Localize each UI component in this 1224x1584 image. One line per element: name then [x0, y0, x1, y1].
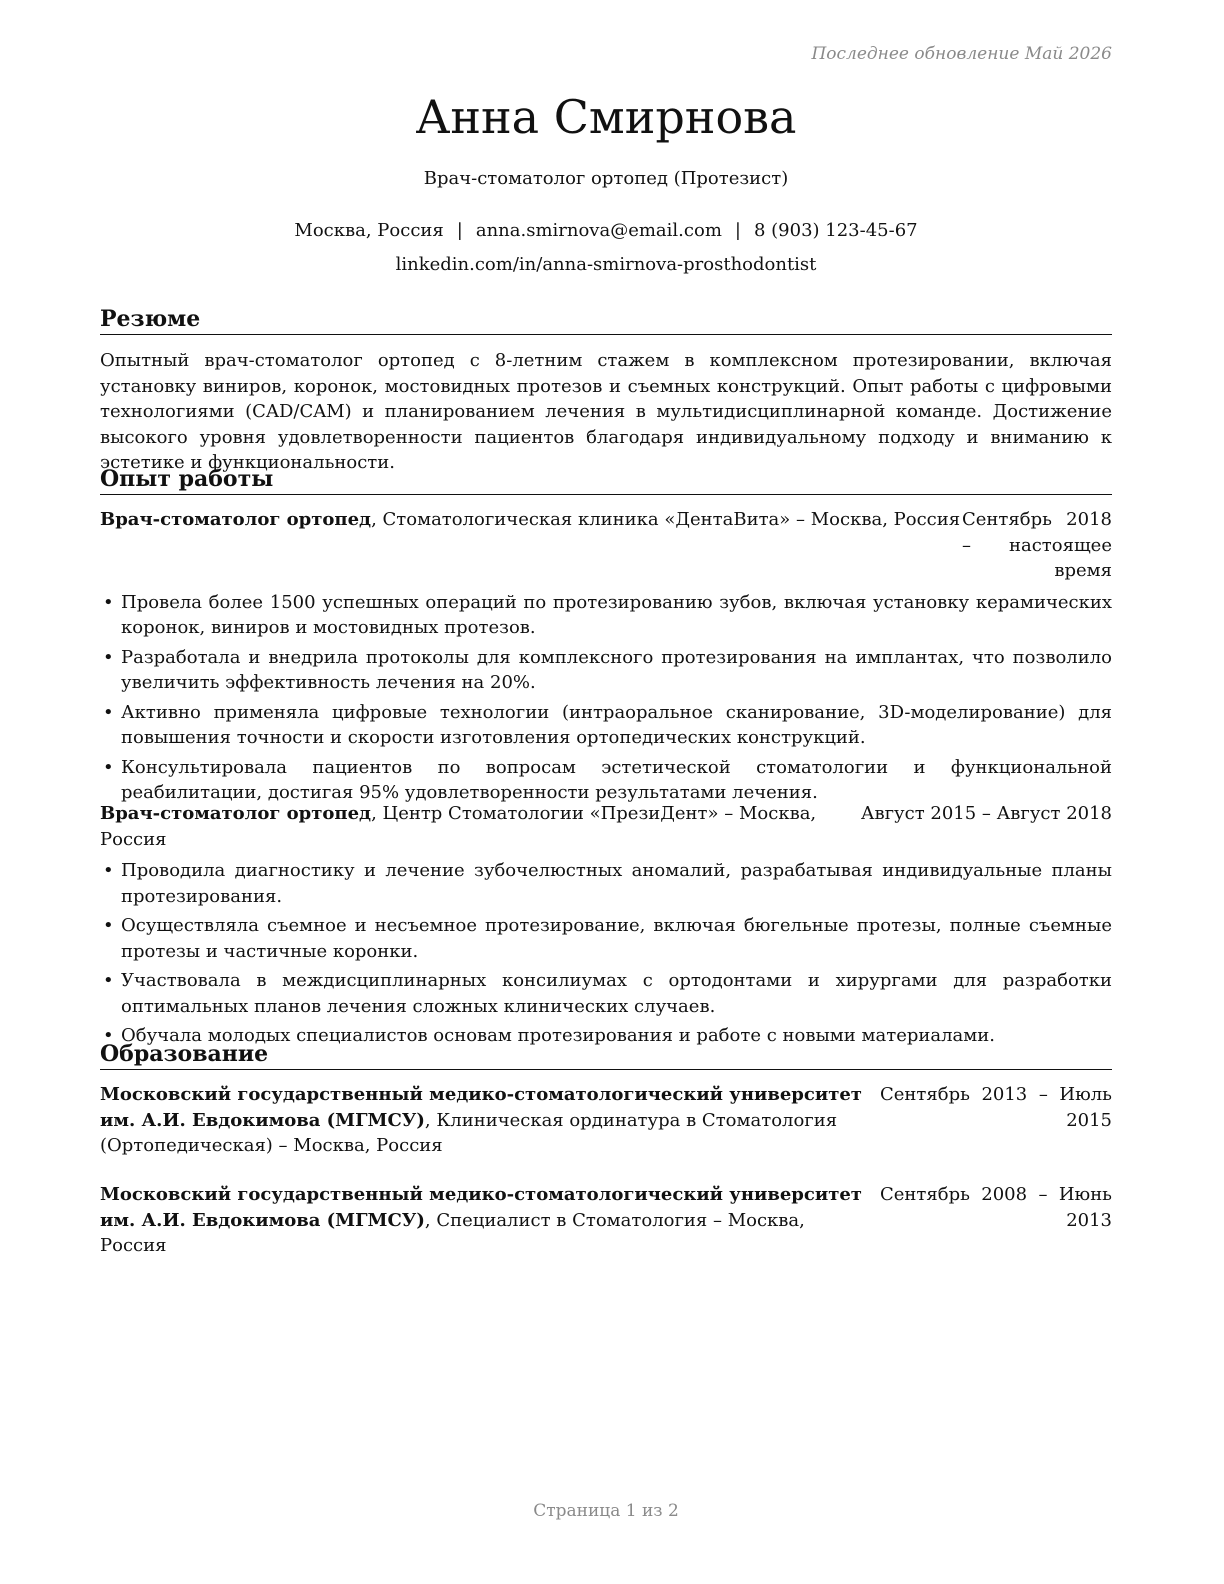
education-header	[100, 1082, 1112, 1159]
email-link[interactable]: anna.smirnova@email.com	[475, 220, 722, 241]
job-title-line	[100, 801, 861, 852]
summary-heading: Резюме	[100, 305, 1112, 335]
job-employer: , Центр Стоматологии «ПрезиДент» – Москва, Россия	[100, 803, 817, 850]
achievement-text: Провела более 1500 успешных операций по протезированию зубов, включая установку керамических коронок, виниров и мостовидных протезов.	[121, 591, 1112, 638]
job-role: Врач-стоматолог ортопед	[100, 803, 372, 824]
list-item	[100, 645, 1112, 696]
achievement-text: Консультировала пациентов по вопросам эстетической стоматологии и функциональной реабилитации, достигая 95% удовлетворенности результатами лечения.	[121, 756, 1112, 803]
job-entry	[100, 507, 1112, 810]
achievement-text: Активно применяла цифровые технологии (интраоральное сканирование, 3D-моделирование) для повышения точности и скорости изготовления ортопедических конструкций.	[121, 701, 1112, 748]
last-updated-note: Последнее обновление Май 2026	[811, 44, 1112, 64]
experience-heading: Опыт работы	[100, 465, 1112, 495]
achievement-text: Участвовала в междисциплинарных консилиумах с ортодонтами и хирургами для разработки оптимальных планов лечения сложных клинических случаев.	[121, 970, 1112, 1017]
bullet-icon: •	[103, 701, 114, 723]
summary-text: Опытный врач-стоматолог ортопед с 8-летним стажем в комплексном протезировании, включая установку виниров, коронок, мостовидных протезов и съемных конструкций. Опыт работы с цифровыми технологиями (CAD/CAM) и планированием лечения в мультидисциплинарной команде. Достижение высокого уровня удовлетворенности пациентов благодаря индивидуальному подходу и вниманию к эстетике и функциональности.	[100, 350, 1112, 473]
education-header	[100, 1182, 1112, 1259]
job-employer: , Стоматологическая клиника «ДентаВита» – Москва, Россия	[371, 509, 961, 530]
linkedin-link[interactable]: linkedin.com/in/anna-smirnova-prosthodontist	[395, 254, 817, 275]
education-dates: Сентябрь 2008 – Июнь 2013	[880, 1184, 1112, 1231]
job-dates: Сентябрь 2018 – настоящее время	[962, 509, 1112, 581]
education-details: , Клиническая ординатура в Стоматология (Ортопедическая) – Москва, Россия	[100, 1109, 838, 1156]
education-entry	[100, 1182, 1112, 1259]
list-item	[100, 700, 1112, 751]
list-item	[100, 858, 1112, 909]
bullet-icon: •	[103, 860, 114, 881]
bullet-icon: •	[103, 591, 114, 613]
education-institution: Московский государственный медико-стоматологический университет им. А.И. Евдокимова (МГМСУ)	[100, 1184, 862, 1231]
phone-text: 8 (903) 123-45-67	[753, 220, 918, 241]
list-item	[100, 968, 1112, 1019]
job-dates: Август 2015 – Август 2018	[860, 803, 1112, 824]
list-item	[100, 590, 1112, 641]
achievement-text: Осуществляла съемное и несъемное протезирование, включая бюгельные протезы, полные съемные протезы и частичные коронки.	[121, 915, 1112, 962]
bullet-icon: •	[103, 915, 114, 936]
education-institution: Московский государственный медико-стоматологический университет им. А.И. Евдокимова (МГМСУ)	[100, 1084, 862, 1131]
list-item	[100, 755, 1112, 806]
achievement-text: Разработала и внедрила протоколы для комплексного протезирования на имплантах, что позволило увеличить эффективность лечения на 20%.	[121, 646, 1112, 693]
resume-page	[100, 0, 1112, 1584]
bullet-icon: •	[103, 646, 114, 668]
candidate-title: Врач-стоматолог ортопед (Протезист)	[423, 168, 789, 189]
education-title-line	[100, 1182, 880, 1259]
page-number: Страница 1 из 2	[533, 1501, 679, 1521]
education-details: , Специалист в Стоматология – Москва, Россия	[100, 1209, 805, 1256]
job-header	[100, 801, 1112, 852]
job-header	[100, 507, 1112, 584]
job-role: Врач-стоматолог ортопед	[100, 509, 372, 530]
job-achievements	[100, 590, 1112, 806]
education-title-line	[100, 1082, 880, 1159]
bullet-icon: •	[103, 756, 114, 778]
bullet-icon: •	[103, 1025, 114, 1046]
location-text: Москва, Россия	[294, 220, 444, 241]
bullet-icon: •	[103, 970, 114, 991]
contact-line	[100, 218, 1112, 244]
job-entry	[100, 801, 1112, 1053]
achievement-text: Проводила диагностику и лечение зубочелюстных аномалий, разрабатывая индивидуальные планы протезирования.	[121, 860, 1112, 907]
contact-separator: |	[734, 220, 741, 241]
list-item	[100, 913, 1112, 964]
education-entry	[100, 1082, 1112, 1159]
candidate-name: Анна Смирнова	[415, 90, 797, 144]
job-achievements	[100, 858, 1112, 1049]
education-dates: Сентябрь 2013 – Июль 2015	[880, 1084, 1112, 1131]
education-heading: Образование	[100, 1040, 1112, 1070]
contact-separator: |	[456, 220, 463, 241]
achievement-text: Обучала молодых специалистов основам протезирования и работе с новыми материалами.	[121, 1025, 995, 1046]
job-title-line	[100, 507, 962, 533]
